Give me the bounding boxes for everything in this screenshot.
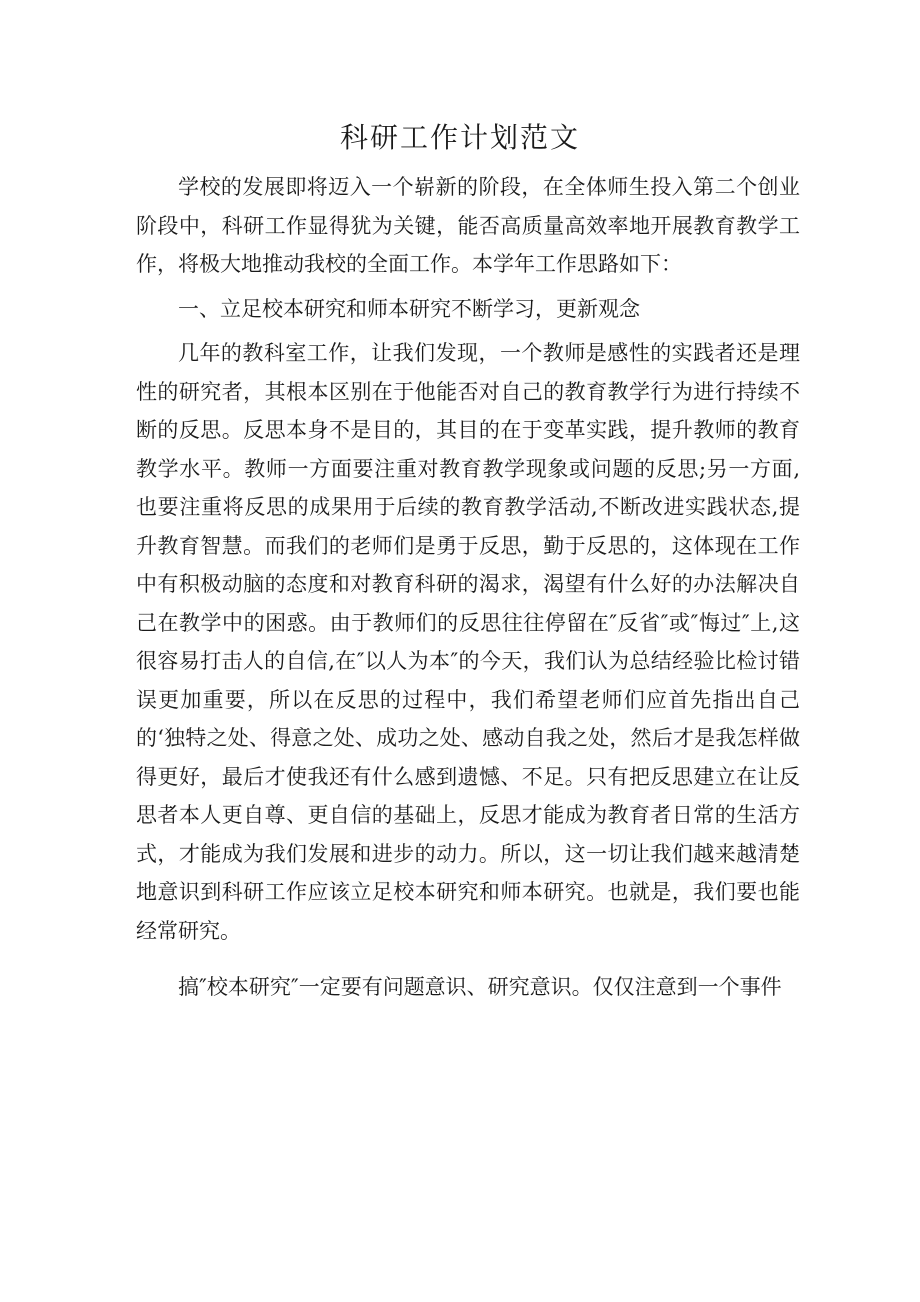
paragraph-intro: 学校的发展即将迈入一个崭新的阶段，在全体师生投入第二个创业阶段中，科研工作显得犹为关键，能否高质量高效率地开展教育教学工作，将极大地推动我校的全面工作。本学年工作思路如下： — [136, 175, 800, 276]
paragraph-school-research: 搞″校本研究″一定要有问题意识、研究意识。仅仅注意到一个事件 — [178, 975, 782, 999]
section-heading: 一、立足校本研究和师本研究不断学习，更新观念 — [178, 296, 640, 321]
document-title: 科研工作计划范文 — [339, 121, 580, 154]
document-body — [136, 168, 800, 1007]
paragraph-reflection: 几年的教科室工作，让我们发现，一个教师是感性的实践者还是理性的研究者，其根本区别在于他能否对自己的教育教学行为进行持续不断的反思。反思本身不是目的，其目的在于变革实践，提升教师的教育教学水平。教师一方面要注重对教育教学现象或问题的反思;另一方面,也要注重将反思的成果用于后续的教育教学活动,不断改进实践状态,提升教育智慧。而我们的老师们是勇于反思，勤于反思的，这体现在工作中有积极动脑的态度和对教育科研的渴求，渴望有什么好的办法解决自己在教学中的困惑。由于教师们的反思往往停留在″反省″或″悔过″上,这很容易打击人的自信,在″以人为本″的今天，我们认为总结经验比检讨错误更加重要，所以在反思的过程中，我们希望老师们应首先指出自己的‘独特之处、得意之处、成功之处、感动自我之处，然后才是我怎样做得更好，最后才使我还有什么感到遗憾、不足。只有把反思建立在让反思者本人更自尊、更自信的基础上，反思才能成为教育者日常的生活方式，才能成为我们发展和进步的动力。所以，这一切让我们越来越清楚地意识到科研工作应该立足校本研究和师本研究。也就是，我们要也能经常研究。 — [136, 341, 800, 943]
